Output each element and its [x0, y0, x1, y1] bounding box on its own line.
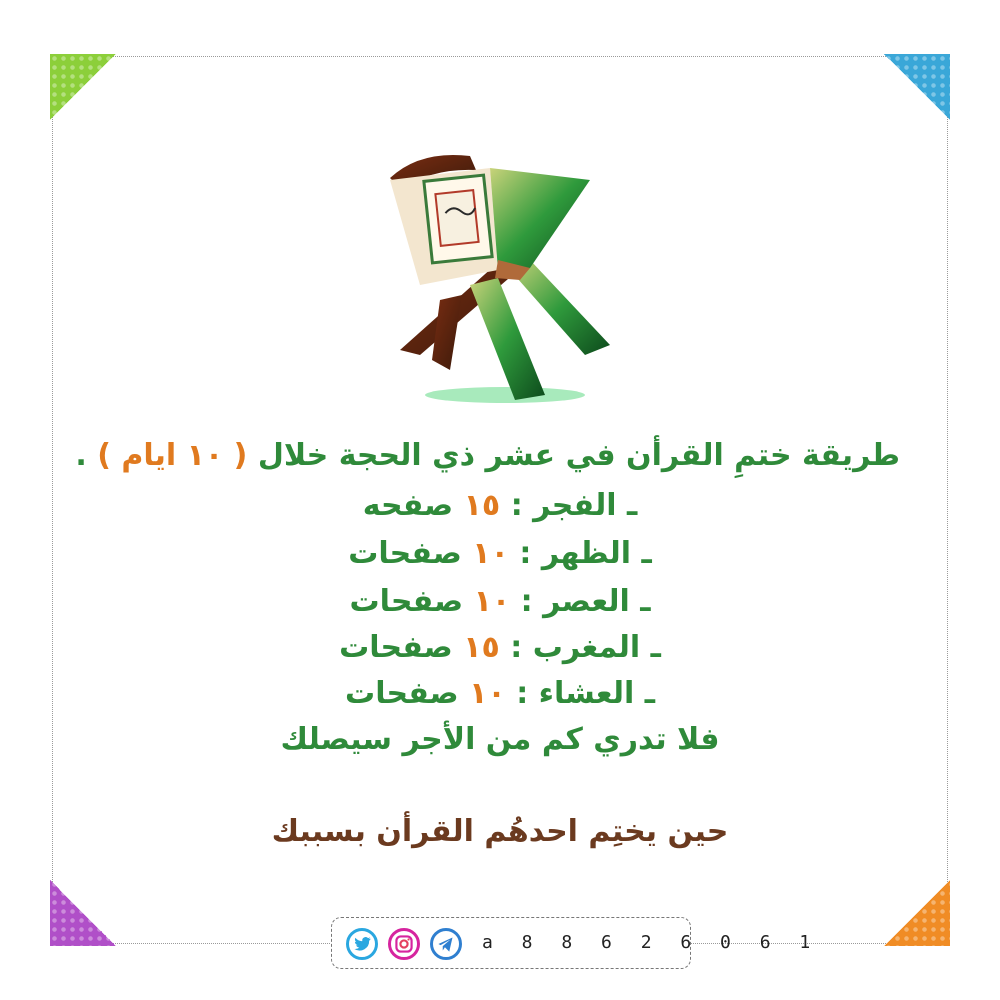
social-bar — [331, 917, 820, 969]
schedule-unit: صفحات — [345, 676, 459, 711]
twitter-icon[interactable] — [346, 928, 378, 960]
schedule-count: ١٥ — [463, 488, 501, 523]
schedule-unit: صفحات — [339, 630, 453, 665]
title-line — [75, 436, 900, 476]
social-handle: a 8 8 6 2 6 0 6 1 — [482, 932, 820, 953]
instagram-icon[interactable] — [388, 928, 420, 960]
schedule-count: ١٠ — [469, 676, 506, 711]
schedule-prayer: ـ الظهر : — [519, 536, 652, 571]
schedule-unit: صفحه — [362, 488, 454, 523]
main-text — [75, 0, 900, 1000]
schedule-prayer: ـ العشاء : — [516, 676, 655, 711]
schedule-prayer: ـ الفجر : — [510, 488, 638, 523]
schedule-prayer: ـ المغرب : — [510, 630, 661, 665]
schedule-row-dhuhr — [100, 534, 900, 574]
schedule-row-asr — [100, 582, 900, 622]
schedule-unit: صفحات — [348, 536, 462, 571]
title-end: . — [75, 438, 87, 473]
schedule-count: ١٥ — [463, 630, 500, 665]
title-highlight: ( ١٠ ايام ) — [97, 438, 248, 473]
title-main: طريقة ختمِ القرأن في عشر ذي الحجة خلال — [257, 438, 900, 473]
schedule-unit: صفحات — [349, 584, 464, 619]
schedule-row-fajr — [100, 486, 900, 526]
schedule-row-maghrib — [100, 628, 900, 668]
schedule-count: ١٠ — [473, 584, 511, 619]
schedule-prayer: ـ العصر : — [520, 584, 651, 619]
schedule-row-isha — [100, 674, 900, 714]
schedule-count: ١٠ — [472, 536, 509, 571]
telegram-icon[interactable] — [430, 928, 462, 960]
closing-line: فلا تدري كم من الأجر سيصلك — [280, 722, 720, 757]
final-line: حين يختِم احدهُم القرأن بسببك — [271, 814, 729, 849]
